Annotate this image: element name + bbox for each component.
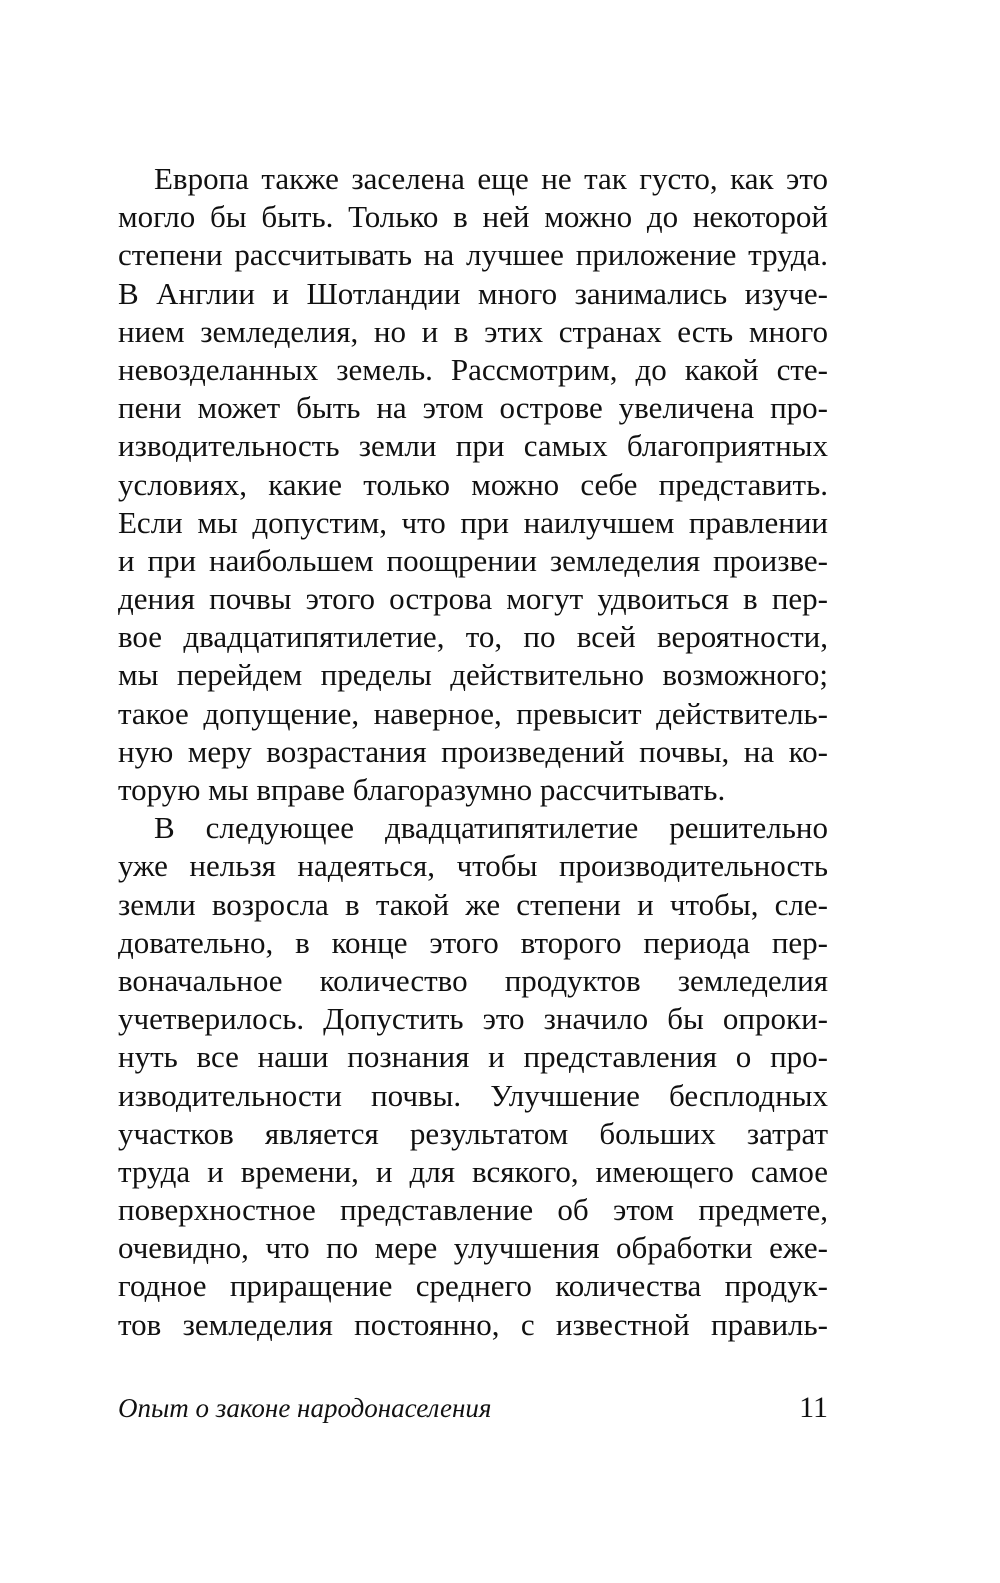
text-line: такое допущение, наверное, превысит действитель- xyxy=(118,695,828,731)
text-line: изводительности почвы. Улучшение бесплодных xyxy=(118,1077,828,1113)
page-number: 11 xyxy=(799,1391,828,1424)
text-line: невозделанных земель. Рассмотрим, до какой сте- xyxy=(118,351,828,387)
text-line: Европа также заселена еще не так густо, как это xyxy=(154,161,828,196)
text-line: В следующее двадцатипятилетие решительно xyxy=(154,810,828,846)
page-footer xyxy=(118,1388,828,1428)
text-line: довательно, в конце этого второго периода пер- xyxy=(118,924,828,960)
text-line: дения почвы этого острова могут удвоиться в пер- xyxy=(118,581,828,617)
text-line: нуть все наши познания и представления о про- xyxy=(118,1039,828,1075)
text-line: Если мы допустим, что при наилучшем правлении xyxy=(118,504,828,540)
running-title: Опыт о законе народонаселения xyxy=(118,1393,492,1423)
text-line: степени рассчитывать на лучшее приложение труда. xyxy=(118,237,828,273)
text-line: участков является результатом больших затрат xyxy=(118,1115,828,1151)
text-line: вое двадцатипятилетие, то, по всей вероятности, xyxy=(118,619,828,655)
text-line: ную меру возрастания произведений почвы, на ко- xyxy=(118,733,828,769)
body-text xyxy=(118,160,828,1344)
text-line: могло бы быть. Только в ней можно до некоторой xyxy=(118,199,828,235)
text-line: годное приращение среднего количества продук- xyxy=(118,1268,828,1304)
text-line: нием земледелия, но и в этих странах есть много xyxy=(118,313,828,349)
text-line: поверхностное представление об этом предмете, xyxy=(118,1192,828,1228)
text-line: В Англии и Шотландии много занимались изуче- xyxy=(118,275,828,311)
text-line: торую мы вправе благоразумно рассчитывать. xyxy=(118,772,726,807)
paragraph-2 xyxy=(118,809,828,1344)
text-line: пени может быть на этом острове увеличена про- xyxy=(118,390,828,426)
text-line: и при наибольшем поощрении земледелия произве- xyxy=(118,542,828,578)
text-line: условиях, какие только можно себе представить. xyxy=(118,466,828,502)
text-line: мы перейдем пределы действительно возможного; xyxy=(118,657,828,693)
text-line: земли возросла в такой же степени и чтобы, сле- xyxy=(118,886,828,922)
text-line: уже нельзя надеяться, чтобы производительность xyxy=(118,848,828,884)
text-line: воначальное количество продуктов земледелия xyxy=(118,962,828,998)
text-line: очевидно, что по мере улучшения обработки еже- xyxy=(118,1230,828,1266)
text-line: труда и времени, и для всякого, имеющего самое xyxy=(118,1153,828,1189)
text-line: учетверилось. Допустить это значило бы опроки- xyxy=(118,1001,828,1037)
paragraph-1 xyxy=(118,160,828,809)
text-line: изводительность земли при самых благоприятных xyxy=(118,428,828,464)
text-line: тов земледелия постоянно, с известной правиль- xyxy=(118,1306,828,1342)
